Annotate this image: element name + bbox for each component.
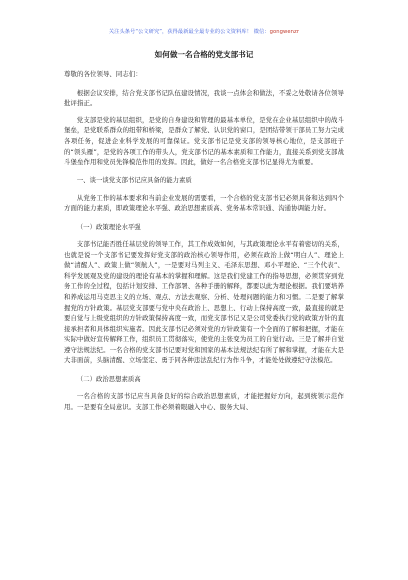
paragraph-requirements: 从党务工作的基本要求和当前企业发展的需要看，一个合格的党支部书记必须具备和达到四个方面的能力素质，即政策理论水平强、政治思想素质高、党务基本常识通、沟通协调能力好。: [64, 193, 344, 213]
document-page: [64, 50, 344, 418]
paragraph-politics: 一名合格的支部书记应当具备良好的综合政治思想素质，才能把握好方向，起到统领示范作用。一是要有全局意识。支部工作必须着眼融入中心、服务大局、: [64, 392, 344, 411]
header-banner: [0, 28, 408, 35]
subsection-heading-politics: （二）政治思想素质高: [76, 375, 141, 384]
banner-wechat-id: gongwenzr: [269, 29, 300, 35]
salutation: 尊敬的各位领导、同志们：: [64, 70, 142, 78]
section-heading: 一、谈一谈党支部书记应具备的能力素质: [76, 175, 192, 184]
paragraph-party-branch: 党支部是党的基层组织，是党的自身建设和管理的最基本单位，是党在企业基层组织中的战斗堡垒，是党联系群众的纽带和桥梁，是群众了解党、认识党的窗口，是团结带领干部员工努力完成各项任务，促进企业科学发展的可靠保证。党支部书记是党支部的领导核心地位，是支部班子的“领头雁”，是党的各项工作的带头人，党支部书记的基本素质和工作能力，直接关系到党支部战斗堡垒作用和党员先锋模范作用的发挥。因此，做好一名合格党支部书记显得尤为重要。: [64, 115, 344, 167]
document-title: 如何做一名合格的党支部书记: [154, 50, 254, 59]
banner-text: 关注头条号“公文研究”，获得最新最全最专业的公文资料库！ 微信：: [108, 29, 270, 35]
paragraph-policy: 支部书记能否胜任基层党的领导工作，其工作成效如何，与其政策理论水平有着密切的关系，也就是说一个支部书记要发挥好党支部的政治核心领导作用，必须在政治上做“明白人”、理论上做“清醒人”、政策上做“领航人”，一是要对马列主义、毛泽东思想、邓小平理论、“三个代表”、科学发展观及党的建设的理论有基本的掌握和理解。这是我们党建工作的指导思想，必须贯穿到党务工作的全过程，包括计划安排、工作部署、各种手册的解释，都要以此为理论根据。我们要培养和养成运用马克思主义的立场、观点、方法去观察、分析、处理问题的能力和习惯。二是要了解掌握党的方针政策。基层党支部要与党中央在政治上、思想上、行动上保持高度一致，最直接的就是要自觉与上级党组织的方针政策保持高度一致，而党支部书记又是公司党委执行党的政策方针的直接承担者和具体组织实施者。因此支部书记必须对党的方针政策有一个全面的了解和把握，才能在实际中做好宣传解释工作，组织员工贯彻落实，使党的主张变为员工的自觉行动。三是了解并自觉遵守法规法纪。一名合格的党支部书记要对党和国家的基本法规法纪有所了解和掌握，才能在大是大非面前，头脑清醒、立场坚定、勇于同各种违法乱纪行为作斗争，才能处处做遵纪守法模范。: [64, 239, 344, 365]
subsection-heading-policy: （一）政策理论水平强: [76, 222, 141, 231]
paragraph-intro: 根据会议安排，结合党支部书记队伍建设情况，我谈一点体会和做法，不妥之处敬请各位领导批评指正。: [64, 88, 344, 108]
